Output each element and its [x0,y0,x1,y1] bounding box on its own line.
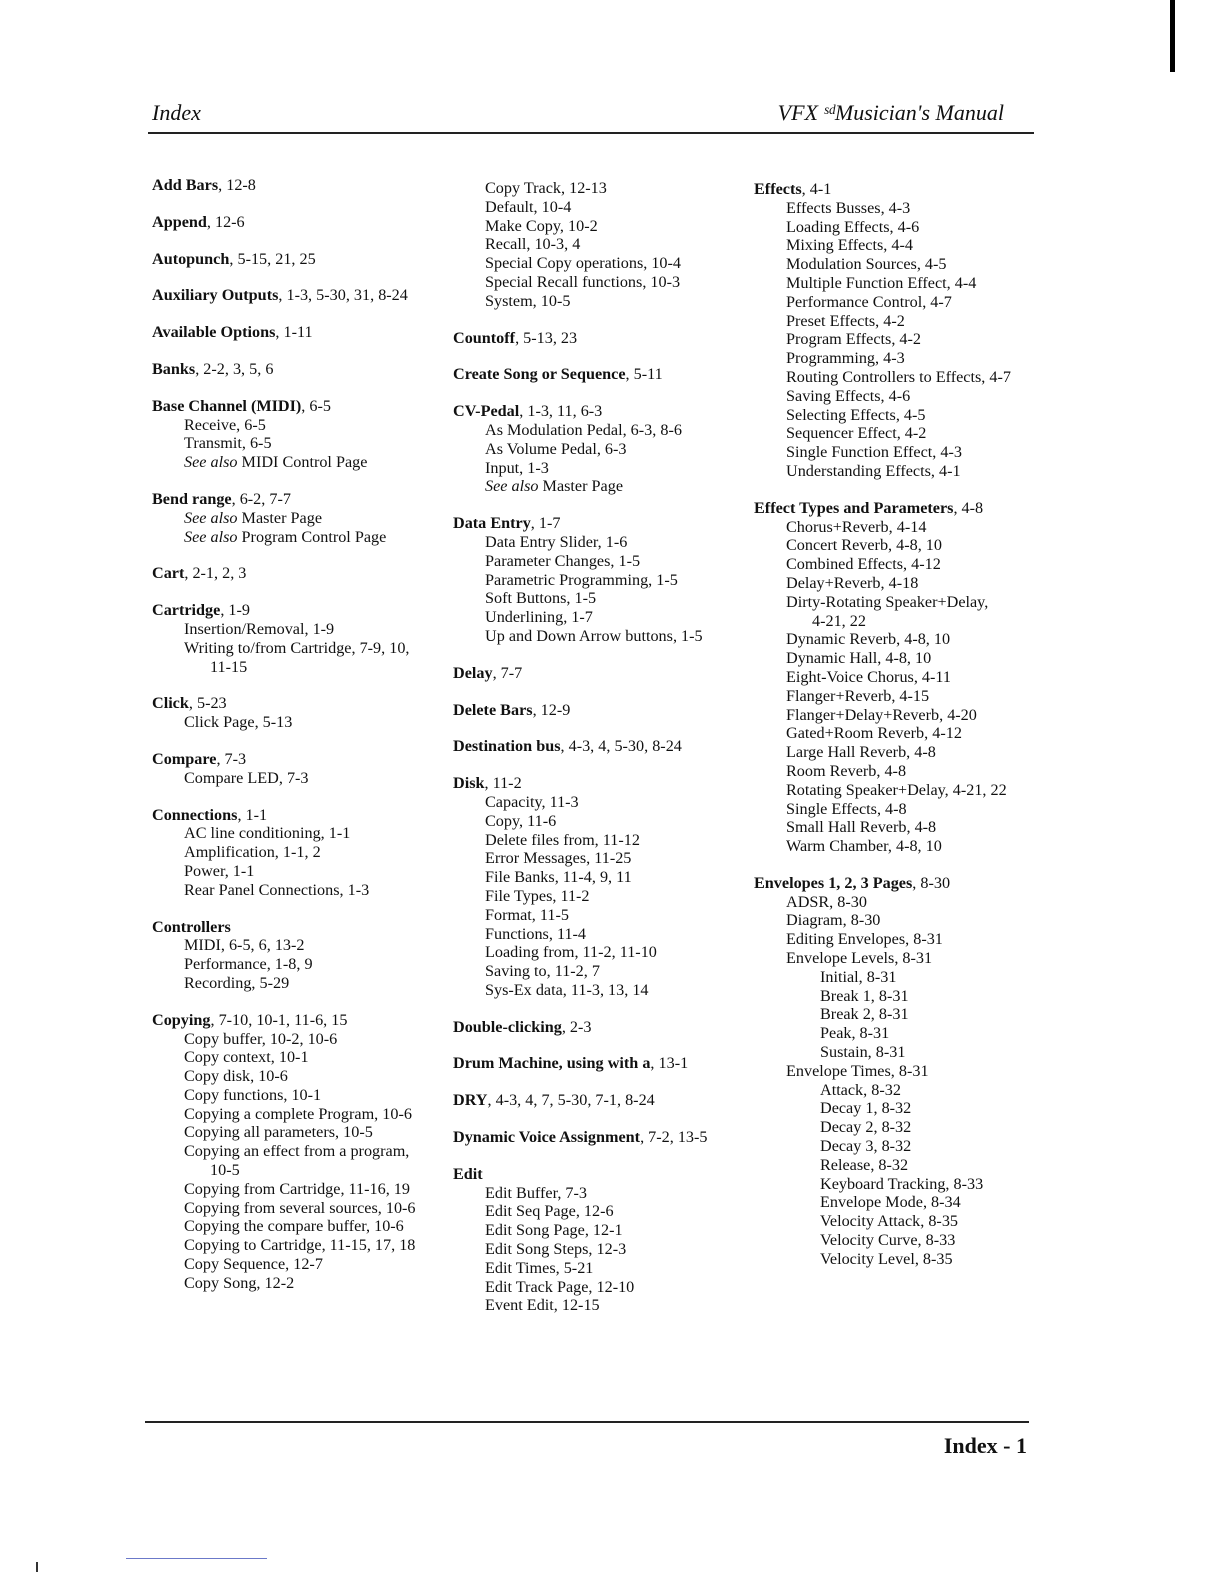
index-subentry: Eight-Voice Chorus, 4-11 [786,667,952,686]
index-entry [453,365,753,384]
see-also-label: See also [485,477,539,496]
index-heading-line [152,490,452,509]
index-subsubentry: Initial, 8-31 [820,967,897,986]
scan-artifact-line [126,1558,267,1559]
index-subentry: Modulation Sources, 4-5 [786,255,947,274]
index-see-also [152,528,452,547]
index-heading-line [453,329,753,348]
index-subentry: Small Hall Reverb, 4-8 [786,818,937,837]
page-number: Index - 1 [943,1433,1027,1458]
index-page-refs: , 1-11 [275,323,313,342]
index-subentry: Amplification, 1-1, 2 [184,843,321,862]
index-entry [453,1165,753,1315]
index-entry [453,664,753,683]
index-subentry: MIDI, 6-5, 6, 13-2 [184,936,305,955]
index-heading: Copying [152,1010,211,1029]
index-subentry: Copy, 11-6 [485,811,557,830]
index-heading-line [152,1011,452,1030]
index-subentry: Copying to Cartridge, 11-15, 17, 18 [184,1236,416,1255]
index-heading-line [152,286,452,305]
index-subentry: File Types, 11-2 [485,886,590,905]
index-page-refs: , 1-3, 5-30, 31, 8-24 [278,286,408,305]
index-subentry: Rotating Speaker+Delay, 4-21, 22 [786,780,1007,799]
index-subentry: Edit Song Steps, 12-3 [485,1240,627,1259]
index-subsubentry: Velocity Curve, 8-33 [820,1231,956,1250]
index-heading-line [453,1018,753,1037]
index-subsubentry: Decay 1, 8-32 [820,1099,912,1118]
index-subentry: Copy disk, 10-6 [184,1067,288,1086]
index-subentry: Programming, 4-3 [786,349,905,368]
index-subentry: Error Messages, 11-25 [485,849,632,868]
index-heading: Controllers [152,917,231,936]
index-subentry: Parameter Changes, 1-5 [485,551,641,570]
index-page-refs: , 4-8 [953,498,984,517]
index-subentry: Functions, 11-4 [485,924,587,943]
index-subentry: Copy Track, 12-13 [485,179,607,197]
index-subentry: AC line conditioning, 1-1 [184,824,351,843]
index-heading-line [453,1091,753,1110]
index-subentry: Copy Song, 12-2 [184,1273,295,1292]
index-heading: Data Entry [453,514,531,533]
index-heading-line [754,180,1034,199]
index-page-refs: , 7-10, 10-1, 11-6, 15 [210,1010,348,1029]
index-page-refs: , 2-1, 2, 3 [184,564,247,583]
index-subentry-continuation: 11-15 [210,657,248,676]
index-heading: Compare [152,749,217,768]
index-entry [152,360,452,379]
index-subentry: Edit Track Page, 12-10 [485,1277,635,1296]
index-see-also [453,477,753,496]
index-subentry: Large Hall Reverb, 4-8 [786,743,936,762]
index-subentry: Copy buffer, 10-2, 10-6 [184,1029,338,1048]
index-heading: Available Options [152,323,276,342]
index-heading: Disk [453,774,485,793]
index-subentry: Preset Effects, 4-2 [786,311,905,330]
index-entry [152,750,452,788]
index-subentry: Parametric Programming, 1-5 [485,570,678,589]
index-subentry: Sys-Ex data, 11-3, 13, 14 [485,980,649,999]
index-subentry: Program Effects, 4-2 [786,330,922,349]
index-subentry: Transmit, 6-5 [184,434,272,453]
index-subentry: As Volume Pedal, 6-3 [485,439,627,458]
index-page-refs: , 7-2, 13-5 [640,1128,708,1147]
index-page-refs: , 5-23 [188,694,227,713]
index-subsubentry: Keyboard Tracking, 8-33 [820,1174,984,1193]
index-heading: Click [152,694,189,713]
index-see-also [152,509,452,528]
index-heading: Delete Bars [453,700,533,719]
index-page-refs: , 4-1 [801,180,832,198]
index-page-refs: , 6-2, 7-7 [231,489,291,508]
index-subentry: Rear Panel Connections, 1-3 [184,880,370,899]
index-subsubentry: Break 2, 8-31 [820,1005,909,1024]
index-heading: CV-Pedal [453,402,520,421]
index-subentry: File Banks, 11-4, 9, 11 [485,868,632,887]
index-heading: Autopunch [152,249,230,268]
index-subentry: Saving Effects, 4-6 [786,386,911,405]
index-entry [453,1128,753,1147]
index-heading-line [152,360,452,379]
index-subentry: Multiple Function Effect, 4-4 [786,273,977,292]
index-subentry: Copying the compare buffer, 10-6 [184,1217,404,1236]
index-entry [453,402,753,496]
index-entry [453,179,753,311]
index-heading-line [152,601,452,620]
index-entry [453,1018,753,1037]
index-subentry: Soft Buttons, 1-5 [485,589,597,608]
index-subentry: Insertion/Removal, 1-9 [184,619,335,638]
index-subentry: Underlining, 1-7 [485,608,593,627]
index-heading-line [453,365,753,384]
index-subsubentry: Velocity Level, 8-35 [820,1249,953,1268]
index-heading: Add Bars [152,176,219,194]
index-entry [152,213,452,232]
index-page-refs: , 4-3, 4, 7, 5-30, 7-1, 8-24 [487,1091,655,1110]
index-subentry: Edit Song Page, 12-1 [485,1221,623,1240]
index-subentry: Loading Effects, 4-6 [786,217,920,236]
index-entry [152,323,452,342]
index-page-refs: , 5-11 [625,365,663,384]
index-subentry: ADSR, 8-30 [786,892,867,911]
index-subentry: Special Copy operations, 10-4 [485,254,682,273]
index-subentry: Make Copy, 10-2 [485,216,598,235]
index-entry [152,176,452,195]
index-heading: Connections [152,805,238,824]
index-entry [152,286,452,305]
index-heading-line [453,402,753,421]
index-page-refs: , 13-1 [650,1054,689,1073]
index-subsubentry: Peak, 8-31 [820,1024,890,1043]
index-heading-line [152,397,452,416]
index-subsubentry: Decay 2, 8-32 [820,1118,912,1137]
index-heading: Envelopes 1, 2, 3 Pages [754,873,913,892]
index-heading: Countoff [453,328,516,347]
see-also-target: Master Page [237,508,323,527]
index-entry [152,806,452,900]
index-subentry: Up and Down Arrow buttons, 1-5 [485,626,703,645]
index-subentry: Copy functions, 10-1 [184,1085,322,1104]
index-column-3 [754,180,1034,1287]
see-also-label: See also [184,453,238,472]
index-heading-line [152,564,452,583]
index-heading-line [754,499,1034,518]
index-heading-line [152,694,452,713]
index-subentry: Recording, 5-29 [184,973,290,992]
index-see-also [152,453,452,472]
index-subentry: Special Recall functions, 10-3 [485,272,681,291]
index-subentry: Envelope Times, 8-31 [786,1061,929,1080]
index-subsubentry: Release, 8-32 [820,1155,909,1174]
index-subentry: Copying an effect from a program, [184,1142,410,1161]
index-heading-line [453,664,753,683]
index-subentry: Diagram, 8-30 [786,911,881,930]
index-heading: Cart [152,564,185,583]
header-rule [148,132,1034,134]
index-subentry: Edit Seq Page, 12-6 [485,1202,614,1221]
index-heading-line [152,323,452,342]
index-entry [453,774,753,1000]
index-heading-line [453,1054,753,1073]
index-page-refs: , 6-5 [301,396,331,415]
index-subentry-continuation: 4-21, 22 [812,611,866,630]
index-page-refs: , 4-3, 4, 5-30, 8-24 [560,737,682,756]
index-heading: Auxiliary Outputs [152,286,279,305]
index-subentry: Single Effects, 4-8 [786,799,907,818]
see-also-label: See also [184,527,238,546]
running-header-right: VFX ˢᵈMusician's Manual [777,100,1004,125]
index-entry [754,874,1034,1269]
index-page-refs: , 11-2 [484,774,522,793]
index-heading: Bend range [152,489,232,508]
index-subentry: Edit Buffer, 7-3 [485,1183,588,1202]
index-page-refs: , 1-9 [220,601,250,620]
index-entry [152,490,452,546]
index-page-refs: , 7-7 [492,663,523,682]
index-entry [453,329,753,348]
index-subentry: Performance, 1-8, 9 [184,955,313,974]
index-subentry: Event Edit, 12-15 [485,1296,600,1315]
index-heading: Effects [754,180,802,198]
index-subentry: Room Reverb, 4-8 [786,761,907,780]
index-subentry: Copying from several sources, 10-6 [184,1198,416,1217]
page-edge-mark [1170,0,1175,72]
index-subentry: Default, 10-4 [485,197,572,216]
index-page-refs: , 2-3 [561,1017,592,1036]
index-subentry: Flanger+Reverb, 4-15 [786,686,930,705]
index-heading: Base Channel (MIDI) [152,396,302,415]
index-subentry: Delete files from, 11-12 [485,830,640,849]
index-subsubentry: Envelope Mode, 8-34 [820,1193,961,1212]
index-heading-line [152,918,452,937]
index-subentry: Flanger+Delay+Reverb, 4-20 [786,705,977,724]
index-subentry: Power, 1-1 [184,861,255,880]
see-also-target: Master Page [538,477,624,496]
index-entry [152,250,452,269]
index-subentry: Click Page, 5-13 [184,713,293,732]
index-subentry: Capacity, 11-3 [485,792,579,811]
index-heading-line [152,213,452,232]
index-subsubentry: Velocity Attack, 8-35 [820,1212,959,1231]
index-heading: Effect Types and Parameters [754,498,954,517]
index-page-refs: , 1-1 [237,805,268,824]
index-page-refs: , 12-9 [532,700,571,719]
index-heading-line [152,176,452,195]
index-subentry: Format, 11-5 [485,905,569,924]
index-heading: Create Song or Sequence [453,365,626,384]
index-subsubentry: Sustain, 8-31 [820,1043,906,1062]
index-page-refs: , 7-3 [216,749,247,768]
index-page-refs: , 5-15, 21, 25 [229,249,316,268]
index-subentry: Combined Effects, 4-12 [786,555,941,574]
index-entry [754,499,1034,856]
index-heading-line [453,737,753,756]
index-heading-line [453,701,753,720]
index-entry [152,694,452,732]
index-column-2 [453,179,753,1333]
index-subentry: As Modulation Pedal, 6-3, 8-6 [485,420,682,439]
index-heading: DRY [453,1091,488,1110]
index-heading: Double-clicking [453,1017,562,1036]
index-subsubentry: Decay 3, 8-32 [820,1137,912,1156]
index-subentry: Performance Control, 4-7 [786,292,952,311]
index-subentry: Sequencer Effect, 4-2 [786,424,927,443]
index-entry [453,1091,753,1110]
scan-artifact-tick [36,1562,38,1572]
index-subsubentry: Break 1, 8-31 [820,986,909,1005]
index-subentry: Data Entry Slider, 1-6 [485,532,628,551]
index-heading: Append [152,212,207,231]
index-heading: Banks [152,359,196,378]
index-entry [453,737,753,756]
index-heading: Drum Machine, using with a [453,1054,651,1073]
index-subentry: Delay+Reverb, 4-18 [786,573,919,592]
index-subentry: Compare LED, 7-3 [184,768,309,787]
index-subentry: Gated+Room Reverb, 4-12 [786,724,962,743]
index-page-refs: , 8-30 [912,873,951,892]
index-subentry: Copy Sequence, 12-7 [184,1255,323,1274]
index-heading-line [453,514,753,533]
index-subentry: Dirty-Rotating Speaker+Delay, [786,592,989,611]
index-page-refs: , 5-13, 23 [515,328,578,347]
index-heading-line [754,874,1034,893]
index-subentry: Chorus+Reverb, 4-14 [786,517,927,536]
index-subentry: Edit Times, 5-21 [485,1258,594,1277]
index-entry [453,1054,753,1073]
index-subentry: Routing Controllers to Effects, 4-7 [786,367,1011,386]
index-subentry: Loading from, 11-2, 11-10 [485,943,657,962]
see-also-label: See also [184,508,238,527]
index-subentry: Recall, 10-3, 4 [485,235,581,254]
index-subentry: Mixing Effects, 4-4 [786,236,913,255]
index-heading-line [453,1128,753,1147]
index-subentry: Warm Chamber, 4-8, 10 [786,837,942,856]
index-subentry: Envelope Levels, 8-31 [786,949,933,968]
index-heading: Destination bus [453,737,561,756]
index-heading: Cartridge [152,601,221,620]
index-subentry: Dynamic Hall, 4-8, 10 [786,649,932,668]
index-subentry: Dynamic Reverb, 4-8, 10 [786,630,951,649]
index-subentry: System, 10-5 [485,291,571,310]
index-subentry: Copying from Cartridge, 11-16, 19 [184,1179,410,1198]
index-entry [152,918,452,993]
index-heading: Dynamic Voice Assignment [453,1128,641,1147]
index-entry [152,397,452,472]
index-heading-line [152,250,452,269]
index-subentry: Copying a complete Program, 10-6 [184,1104,412,1123]
index-subentry: Writing to/from Cartridge, 7-9, 10, [184,638,410,657]
index-page-refs: , 2-2, 3, 5, 6 [195,359,274,378]
see-also-target: Program Control Page [237,527,387,546]
index-subentry: Understanding Effects, 4-1 [786,461,961,480]
index-page-refs: , 12-6 [206,212,245,231]
footer-rule [145,1421,1029,1423]
index-subentry: Copy context, 10-1 [184,1048,309,1067]
index-subentry-continuation: 10-5 [210,1161,240,1180]
index-heading-line [453,1165,753,1184]
index-heading-line [152,750,452,769]
index-column-1 [152,176,452,1311]
index-heading-line [453,774,753,793]
index-entry [152,601,452,676]
index-subentry: Concert Reverb, 4-8, 10 [786,536,942,555]
running-header-left: Index [152,100,201,125]
see-also-target: MIDI Control Page [237,453,368,472]
index-heading-line [152,806,452,825]
index-subentry: Effects Busses, 4-3 [786,198,911,217]
index-entry [152,1011,452,1293]
index-subentry: Receive, 6-5 [184,415,266,434]
index-subentry: Saving to, 11-2, 7 [485,962,600,981]
index-entry [754,180,1034,481]
index-entry [453,701,753,720]
index-page-refs: , 1-7 [530,514,561,533]
index-subsubentry: Attack, 8-32 [820,1080,901,1099]
index-subentry: Selecting Effects, 4-5 [786,405,926,424]
index-subentry: Copying all parameters, 10-5 [184,1123,373,1142]
index-subentry: Single Function Effect, 4-3 [786,443,962,462]
index-page-refs: , 1-3, 11, 6-3 [519,402,603,421]
index-heading: Edit [453,1164,483,1183]
index-subentry: Input, 1-3 [485,458,549,477]
index-page-refs: , 12-8 [218,176,256,194]
index-entry [453,514,753,646]
index-subentry: Editing Envelopes, 8-31 [786,930,943,949]
index-heading: Delay [453,663,493,682]
index-entry [152,564,452,583]
